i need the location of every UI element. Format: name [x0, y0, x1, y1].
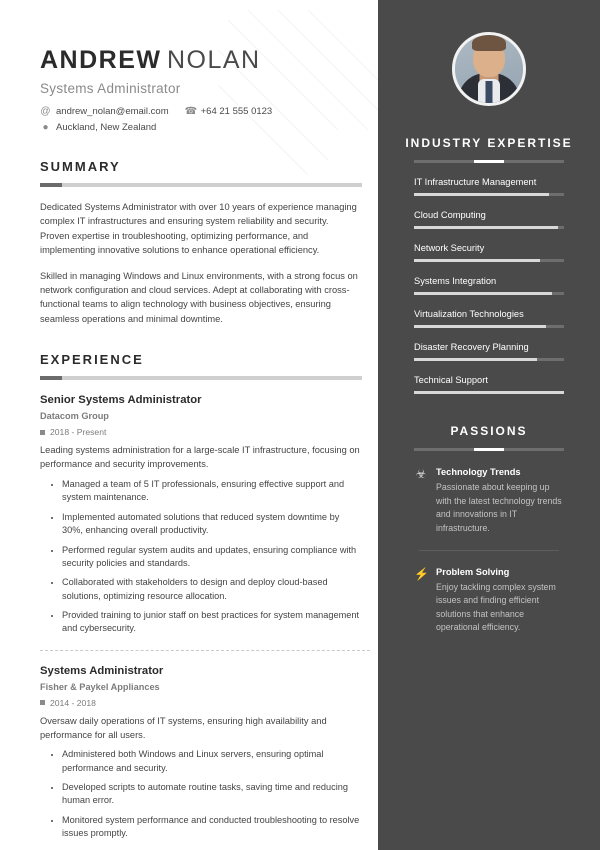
skill-bar: [414, 259, 564, 262]
job-description: Leading systems administration for a large-scale IT infrastructure, focusing on performance and security improvements.: [40, 445, 360, 470]
experience-item: [40, 394, 370, 635]
expertise-divider: [414, 160, 564, 163]
summary-paragraph-1: Dedicated Systems Administrator with over 10 years of experience managing complex IT infrastructures and ensuring system reliability and security. Proven expertise in troubleshooting, optimizing performance, and implementing innovative solutions to enhance operational efficiency.: [40, 202, 357, 256]
avatar-wrap: [378, 32, 600, 106]
summary-divider: [40, 183, 362, 187]
job-bullet: • Monitored system performance and conducted troubleshooting to resolve issues promptly.: [62, 814, 362, 841]
summary-heading: SUMMARY: [40, 159, 121, 174]
job-bullet: • Developed scripts to automate routine tasks, saving time and reducing human error.: [62, 781, 362, 808]
job-company: Fisher & Paykel Appliances: [40, 681, 160, 692]
job-bullet: • Administered both Windows and Linux servers, ensuring optimal performance and security.: [62, 748, 362, 775]
job-bullet: • Performed regular system audits and updates, ensuring compliance with security policies and standards.: [62, 544, 362, 571]
contact-email: [40, 106, 169, 117]
square-bullet-icon: [40, 430, 45, 435]
passion-text: Passionate about keeping up with the latest technology trends and innovations in IT infrastructure.: [436, 482, 562, 533]
passion-separator: [419, 550, 559, 551]
skill-bar: [414, 193, 564, 196]
skill-item: [414, 375, 564, 394]
skill-bar: [414, 325, 564, 328]
experience-divider: [40, 376, 362, 380]
skill-item: [414, 210, 564, 229]
passion-item: [414, 467, 564, 536]
avatar: [452, 32, 526, 106]
job-description: Oversaw daily operations of IT systems, ensuring high availability and performance for all users.: [40, 715, 327, 740]
job-bullet: • Provided training to junior staff on best practices for system management and cybersecurity.: [62, 609, 362, 636]
experience-heading: EXPERIENCE: [40, 352, 144, 368]
location-text: Auckland, New Zealand: [56, 122, 157, 133]
experience-item: [40, 665, 370, 841]
phone-text: +64 21 555 0123: [200, 106, 273, 117]
skill-label: Virtualization Technologies: [414, 309, 524, 319]
job-bullet-list: [40, 478, 370, 635]
first-name: ANDREW: [40, 46, 162, 74]
skill-item: [414, 309, 564, 328]
candidate-name: [40, 46, 348, 75]
map-pin-icon: ●: [42, 121, 49, 133]
passions-divider: [414, 448, 564, 451]
skills-list: [378, 177, 600, 394]
skill-bar: [414, 292, 564, 295]
job-dates: [40, 427, 370, 437]
expertise-heading: INDUSTRY EXPERTISE: [405, 136, 573, 150]
contact-phone: [185, 106, 273, 117]
square-bullet-icon: [40, 700, 45, 705]
skill-label: IT Infrastructure Management: [414, 177, 537, 187]
skill-bar: [414, 358, 564, 361]
last-name: NOLAN: [166, 46, 261, 74]
at-icon: @: [40, 105, 51, 117]
contact-row-primary: [40, 106, 348, 117]
skill-item: [414, 243, 564, 262]
job-bullet: • Collaborated with stakeholders to design and deploy cloud-based solutions, optimizing resource allocation.: [62, 576, 362, 603]
job-bullet: • Managed a team of 5 IT professionals, ensuring effective support and system maintenance.: [62, 478, 362, 505]
lightning-bolt-icon: ⚡: [414, 566, 429, 581]
skill-item: [414, 276, 564, 295]
email-text: andrew_nolan@email.com: [56, 106, 169, 117]
skill-bar: [414, 226, 564, 229]
skill-label: Cloud Computing: [414, 210, 486, 220]
passion-text: Enjoy tackling complex system issues and finding efficient solutions that enhance operational efficiency.: [436, 581, 556, 633]
candidate-job-title: Systems Administrator: [40, 81, 181, 96]
globe-icon: ☣: [415, 467, 427, 481]
passions-heading: PASSIONS: [450, 424, 528, 438]
job-dates-text: 2018 - Present: [50, 427, 107, 438]
job-dates-text: 2014 - 2018: [50, 697, 96, 708]
skill-label: Network Security: [414, 243, 485, 253]
contact-location: [40, 122, 156, 133]
skill-item: [414, 342, 564, 361]
skill-item: [414, 177, 564, 196]
skill-bar: [414, 391, 564, 394]
contact-row-secondary: [40, 122, 348, 133]
passion-title: Problem Solving: [436, 566, 510, 577]
job-company: Datacom Group: [40, 411, 109, 422]
phone-icon: ☎: [184, 105, 198, 117]
job-title: Systems Administrator: [40, 664, 164, 677]
passion-title: Technology Trends: [436, 467, 521, 477]
skill-label: Disaster Recovery Planning: [414, 342, 529, 352]
job-title: Senior Systems Administrator: [40, 394, 202, 407]
job-bullet-list: [40, 748, 370, 840]
job-dates: [40, 698, 370, 708]
experience-separator: [40, 650, 370, 651]
skill-label: Systems Integration: [414, 276, 497, 286]
passion-item: [414, 567, 564, 636]
summary-paragraph-2: Skilled in managing Windows and Linux environments, with a strong focus on network configuration and cloud services. Adept at collaborating with cross-functional teams to align technology with business objectives, ensuring seamless operations and minimal downtime.: [40, 270, 358, 324]
skill-label: Technical Support: [414, 375, 488, 385]
job-bullet: • Implemented automated solutions that reduced system downtime by 30%, enhancing overall productivity.: [62, 511, 362, 538]
right-sidebar: [378, 0, 600, 850]
